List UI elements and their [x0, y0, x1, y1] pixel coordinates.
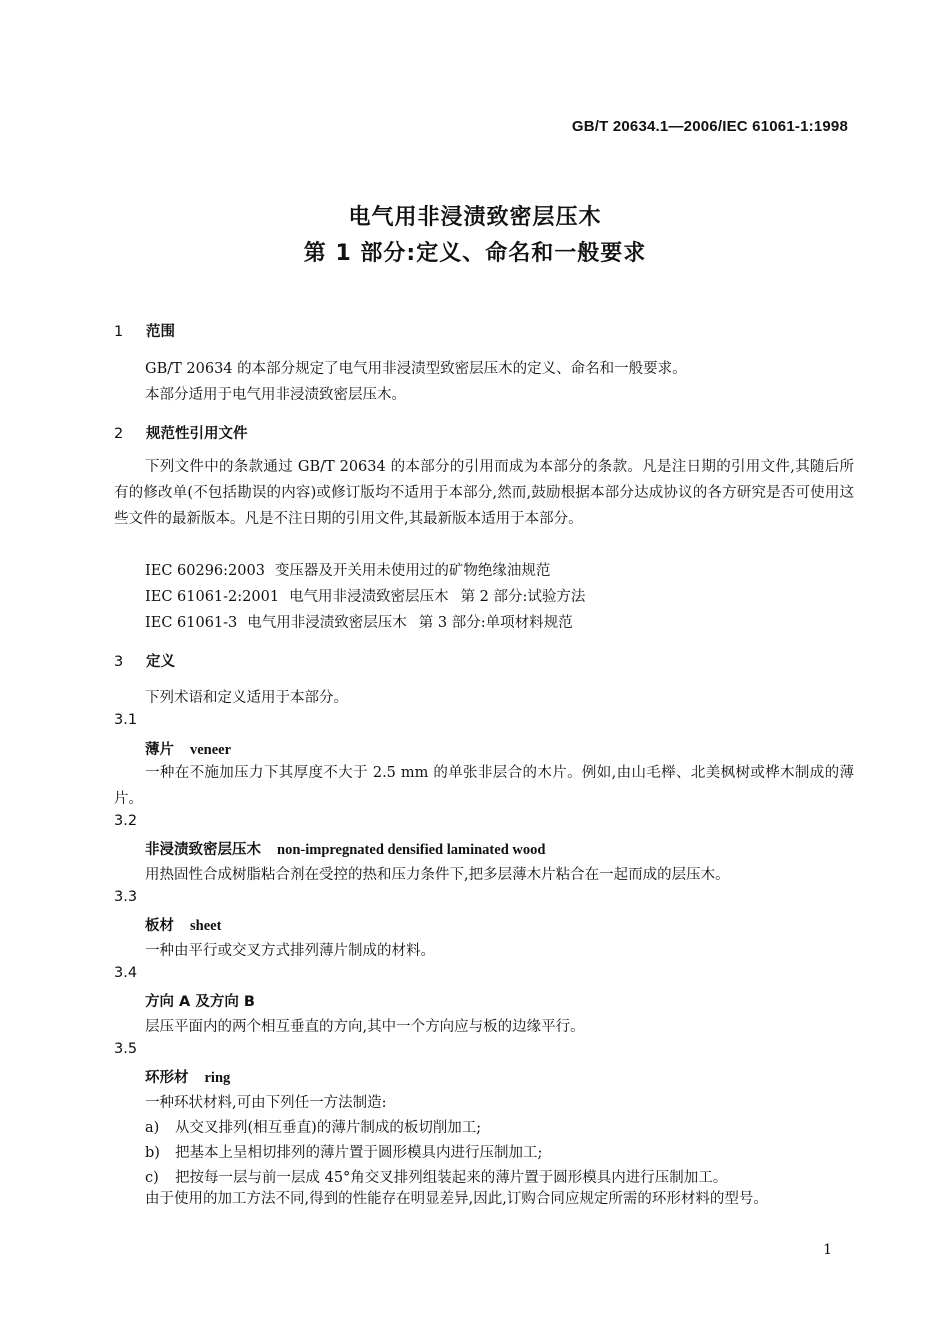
normative-references-paragraph: 下列文件中的条款通过 GB/T 20634 的本部分的引用而成为本部分的条款。凡是注日期的引用文件,其随后所有的修改单(不包括勘误的内容)或修订版均不适用于本部分,然而,鼓励根据本部分达成协议的各方研究是否可使用这些文件的最新版本。凡是不注日期的引用文件,其最新版本适用于本部分。 — [114, 459, 854, 527]
definition-term — [145, 914, 221, 935]
list-item — [145, 1166, 727, 1187]
reference-part: 第 3 部分:单项材料规范 — [418, 615, 573, 631]
page-number: 1 — [823, 1242, 832, 1258]
definition-text: 层压平面内的两个相互垂直的方向,其中一个方向应与板的边缘平行。 — [145, 1019, 585, 1035]
definition-number: 3.3 — [114, 889, 138, 905]
reference-name: 电气用非浸渍致密层压木 — [289, 589, 449, 605]
term-english: non-impregnated densified laminated wood — [277, 842, 546, 858]
term-chinese: 非浸渍致密层压木 — [145, 842, 261, 858]
reference-code: IEC 61061-2:2001 — [145, 589, 280, 605]
section-title: 规范性引用文件 — [146, 426, 248, 442]
term-english: sheet — [190, 918, 222, 934]
closing-paragraph: 由于使用的加工方法不同,得到的性能存在明显差异,因此,订购合同应规定所需的环形材料的型号。 — [145, 1191, 768, 1207]
reference-part: 第 2 部分:试验方法 — [460, 589, 586, 605]
document-title: 电气用非浸渍致密层压木 — [348, 205, 602, 230]
list-item — [145, 1141, 542, 1162]
reference-item — [145, 611, 573, 632]
list-text: 把按每一层与前一层成 45°角交叉排列组装起来的薄片置于圆形模具内进行压制加工。 — [175, 1170, 728, 1186]
reference-item — [145, 585, 585, 606]
reference-item — [145, 559, 562, 580]
reference-name: 变压器及开关用未使用过的矿物绝缘油规范 — [274, 563, 551, 579]
section-number: 2 — [114, 426, 124, 442]
term-chinese: 板材 — [145, 918, 174, 934]
definition-number: 3.1 — [114, 712, 138, 728]
section-3-heading — [114, 650, 175, 671]
section-1-heading — [114, 320, 175, 341]
definition-term — [145, 1066, 230, 1087]
term-english: ring — [204, 1070, 231, 1086]
section-title: 范围 — [146, 324, 175, 340]
list-label: b) — [145, 1145, 160, 1161]
term-chinese: 方向 A 及方向 B — [145, 994, 255, 1010]
section-number: 1 — [114, 324, 124, 340]
reference-name: 电气用非浸渍致密层压木 — [247, 615, 407, 631]
section-title: 定义 — [146, 654, 175, 670]
reference-code: IEC 61061-3 — [145, 615, 238, 631]
list-label: a) — [145, 1120, 160, 1136]
definition-number: 3.5 — [114, 1041, 138, 1057]
document-subtitle: 第 1 部分:定义、命名和一般要求 — [303, 241, 647, 266]
list-text: 从交叉排列(相互垂直)的薄片制成的板切削加工; — [175, 1120, 482, 1136]
scope-paragraph-1: GB/T 20634 的本部分规定了电气用非浸渍型致密层压木的定义、命名和一般要求。 — [145, 361, 687, 377]
list-item — [145, 1116, 481, 1137]
definition-number: 3.4 — [114, 965, 138, 981]
term-chinese: 薄片 — [145, 742, 174, 758]
definition-text: 一种环状材料,可由下列任一方法制造: — [145, 1095, 387, 1111]
definition-term — [145, 838, 545, 859]
list-label: c) — [145, 1170, 159, 1186]
definition-number: 3.2 — [114, 813, 138, 829]
section-number: 3 — [114, 654, 124, 670]
definitions-intro: 下列术语和定义适用于本部分。 — [145, 690, 348, 706]
reference-code: IEC 60296:2003 — [145, 563, 265, 579]
term-chinese: 环形材 — [145, 1070, 189, 1086]
definition-term — [145, 990, 255, 1011]
definition-term — [145, 738, 231, 759]
definition-text: 一种由平行或交叉方式排列薄片制成的材料。 — [145, 943, 435, 959]
standard-code: GB/T 20634.1—2006/IEC 61061-1:1998 — [571, 118, 848, 135]
definition-text: 一种在不施加压力下其厚度不大于 2.5 mm 的单张非层合的木片。例如,由山毛榉、北美枫树或桦木制成的薄片。 — [114, 765, 854, 807]
scope-paragraph-2: 本部分适用于电气用非浸渍致密层压木。 — [145, 387, 406, 403]
definition-text: 用热固性合成树脂粘合剂在受控的热和压力条件下,把多层薄木片粘合在一起而成的层压木。 — [145, 867, 730, 883]
list-text: 把基本上呈相切排列的薄片置于圆形模具内进行压制加工; — [175, 1145, 543, 1161]
term-english: veneer — [190, 742, 232, 758]
section-2-heading — [114, 422, 248, 443]
